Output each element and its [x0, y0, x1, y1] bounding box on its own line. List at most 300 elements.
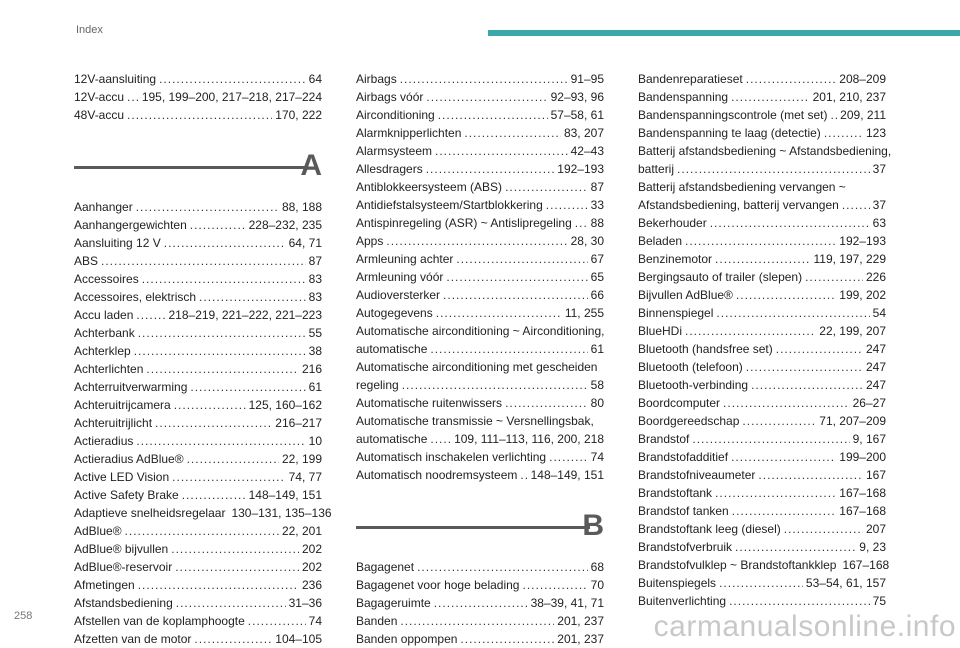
index-entry-first-line: Automatische transmissie ~ Versnellingsbak, [356, 414, 594, 428]
dot-leader [434, 594, 528, 612]
index-entry-first-line: Automatische airconditioning met gescheiden [356, 360, 598, 374]
dot-leader [159, 70, 306, 88]
entry-page-refs: 201, 237 [557, 614, 604, 628]
index-entry [638, 538, 886, 556]
dot-leader [127, 106, 272, 124]
entry-term: Brandstof [638, 432, 690, 446]
dot-leader [426, 160, 555, 178]
index-entry [74, 486, 322, 504]
entry-page-refs: 216–217 [275, 416, 322, 430]
index-entry [74, 558, 322, 576]
entry-term: Bandenspanning [638, 90, 729, 104]
entry-term: Brandstofadditief [638, 450, 729, 464]
index-entry [356, 594, 604, 612]
index-entry [638, 268, 886, 286]
dot-leader [172, 468, 285, 486]
index-entry [356, 612, 604, 630]
entry-term: Brandstoftank [638, 486, 713, 500]
index-entry [638, 502, 886, 520]
entry-term: AdBlue® [74, 524, 122, 538]
entry-term: Autogegevens [356, 306, 433, 320]
entry-page-refs: 247 [865, 342, 886, 356]
entry-page-refs: 148–149, 151 [248, 488, 322, 502]
entry-page-refs: 22, 199 [281, 452, 322, 466]
entry-page-refs: 167–168 [839, 486, 886, 500]
dot-leader [805, 268, 863, 286]
dot-leader [505, 178, 588, 196]
entry-page-refs: 9, 167 [852, 432, 886, 446]
entry-page-refs: 22, 199, 207 [819, 324, 886, 338]
entry-page-refs: 148–149, 151 [530, 468, 604, 482]
index-entry [74, 432, 322, 450]
entry-page-refs: 11, 255 [564, 306, 604, 320]
section-letter-a: A [300, 149, 322, 182]
index-entry [356, 376, 604, 394]
entry-page-refs: 67 [590, 252, 604, 266]
entry-term: Allesdragers [356, 162, 423, 176]
dot-leader [136, 306, 165, 324]
entry-term: Bluetooth (handsfree set) [638, 342, 773, 356]
dot-leader [438, 106, 548, 124]
entry-page-refs: 83 [308, 290, 322, 304]
entry-page-refs: 87 [308, 254, 322, 268]
index-entry [74, 70, 322, 88]
entry-term: ABS [74, 254, 99, 268]
entry-term: Active Safety Brake [74, 488, 179, 502]
dot-leader [430, 340, 587, 358]
dot-leader [719, 574, 803, 592]
entry-term: Bluetooth-verbinding [638, 378, 749, 392]
entry-page-refs: 63 [872, 216, 886, 230]
entry-term: batterij [638, 162, 675, 176]
entry-term: Apps [356, 234, 384, 248]
index-entry [638, 106, 886, 124]
index-entry [638, 232, 886, 250]
index-entry [356, 178, 604, 196]
dot-leader [776, 340, 863, 358]
entry-page-refs: 80 [590, 396, 604, 410]
index-entry [74, 504, 332, 522]
dot-leader [400, 70, 568, 88]
entry-term: Alarmknipperlichten [356, 126, 462, 140]
index-entry [356, 232, 604, 250]
entry-page-refs: 199–200 [839, 450, 886, 464]
dot-leader [751, 376, 863, 394]
entry-term: Airbags vóór [356, 90, 424, 104]
dot-leader [443, 286, 588, 304]
entry-page-refs: 87 [590, 180, 604, 194]
entry-list-a [74, 198, 332, 648]
entry-page-refs: 65 [590, 270, 604, 284]
entry-term: automatische [356, 342, 428, 356]
entry-page-refs: 130–131, 135–136 [231, 506, 332, 520]
entry-page-refs: 31–36 [288, 596, 322, 610]
index-entry [74, 342, 322, 360]
dot-leader [417, 558, 588, 576]
index-column-1 [74, 70, 332, 648]
entry-page-refs: 247 [865, 360, 886, 374]
index-entry-first-line: Automatische airconditioning ~ Airconditioning, [356, 324, 605, 338]
entry-page-refs: 202 [301, 542, 322, 556]
entry-list-b [356, 558, 604, 648]
index-entry [74, 378, 322, 396]
section-header-b [356, 508, 604, 552]
entry-term: Antidiefstalsysteem/Startblokkering [356, 198, 543, 212]
entry-page-refs: 119, 197, 229 [813, 252, 886, 266]
entry-page-refs: 226 [865, 270, 886, 284]
entry-term: Bandenspanningscontrole (met set) [638, 108, 828, 122]
dot-leader [182, 486, 246, 504]
dot-leader [142, 270, 306, 288]
entry-term: Airconditioning [356, 108, 435, 122]
index-entry [74, 468, 322, 486]
index-entry [638, 88, 886, 106]
index-entry [356, 394, 604, 412]
entry-list-numbers [74, 70, 322, 124]
entry-term: Buitenspiegels [638, 576, 717, 590]
entry-term: Accu laden [74, 308, 134, 322]
entry-term: Banden [356, 614, 398, 628]
index-entry [638, 376, 886, 394]
index-entry [356, 142, 604, 160]
entry-term: Bagageruimte [356, 596, 431, 610]
index-entry [74, 88, 322, 106]
dot-leader [187, 450, 279, 468]
index-entry [356, 160, 604, 178]
dot-leader [171, 540, 299, 558]
entry-page-refs: 88 [590, 216, 604, 230]
dot-leader [125, 522, 279, 540]
entry-term: Afstandsbediening [74, 596, 173, 610]
dot-leader [136, 432, 305, 450]
entry-term: Bijvullen AdBlue® [638, 288, 733, 302]
entry-page-refs: 26–27 [852, 396, 886, 410]
entry-list-a-continued [356, 70, 604, 484]
page-number: 258 [14, 610, 33, 622]
index-entry [356, 124, 604, 142]
dot-leader [134, 342, 306, 360]
entry-term: Binnenspiegel [638, 306, 714, 320]
entry-page-refs: 10 [308, 434, 322, 448]
index-entry [638, 196, 886, 214]
dot-leader [842, 196, 870, 214]
dot-leader [520, 466, 527, 484]
entry-term: Brandstofvulklep ~ Brandstoftankklep [638, 558, 837, 572]
index-column-2 [356, 70, 604, 648]
entry-term: Banden oppompen [356, 632, 458, 646]
dot-leader [723, 394, 850, 412]
entry-page-refs: 202 [301, 560, 322, 574]
entry-term: Brandstofniveaumeter [638, 468, 756, 482]
entry-page-refs: 167 [865, 468, 886, 482]
entry-page-refs: 37 [872, 162, 886, 176]
entry-page-refs: 57–58, 61 [550, 108, 604, 122]
dot-leader [731, 448, 836, 466]
index-entry [74, 360, 322, 378]
entry-term: Afstellen van de koplamphoogte [74, 614, 245, 628]
entry-page-refs: 74 [590, 450, 604, 464]
dot-leader [735, 538, 856, 556]
index-entry [638, 466, 886, 484]
entry-term: Aansluiting 12 V [74, 236, 161, 250]
entry-page-refs: 22, 201 [281, 524, 322, 538]
dot-leader [736, 286, 836, 304]
entry-term: Active LED Vision [74, 470, 170, 484]
entry-page-refs: 83, 207 [563, 126, 604, 140]
section-letter-b: B [582, 509, 604, 542]
dot-leader [446, 268, 587, 286]
watermark: carmanualsonline.info [653, 610, 956, 643]
entry-term: Buitenverlichting [638, 594, 727, 608]
dot-leader [758, 466, 863, 484]
index-column-3 [638, 70, 892, 610]
entry-page-refs: 247 [865, 378, 886, 392]
dot-leader [746, 358, 863, 376]
dot-leader [456, 250, 587, 268]
entry-page-refs: 192–193 [557, 162, 604, 176]
entry-term: Boordgereedschap [638, 414, 740, 428]
entry-term: 12V-accu [74, 90, 125, 104]
index-entry [638, 304, 886, 322]
entry-page-refs: 54 [872, 306, 886, 320]
entry-page-refs: 33 [590, 198, 604, 212]
entry-term: Afzetten van de motor [74, 632, 192, 646]
index-entry [356, 268, 604, 286]
index-entry [74, 270, 322, 288]
dot-leader [824, 124, 863, 142]
dot-leader [386, 232, 567, 250]
entry-page-refs: 208–209 [839, 72, 886, 86]
entry-term: Boordcomputer [638, 396, 721, 410]
entry-page-refs: 92–93, 96 [550, 90, 604, 104]
dot-leader [176, 594, 286, 612]
entry-term: AdBlue® bijvullen [74, 542, 169, 556]
entry-page-refs: 74, 77 [288, 470, 322, 484]
dot-leader [400, 612, 554, 630]
dot-leader [402, 376, 588, 394]
index-entry [638, 286, 886, 304]
index-entry [356, 466, 604, 484]
entry-page-refs: 75 [872, 594, 886, 608]
entry-page-refs: 58 [590, 378, 604, 392]
entry-term: Bekerhouder [638, 216, 707, 230]
entry-page-refs: 218–219, 221–222, 221–223 [168, 308, 322, 322]
dot-leader [784, 520, 863, 538]
index-entry [638, 556, 890, 574]
entry-term: Brandstoftank leeg (diesel) [638, 522, 781, 536]
entry-term: Aanhanger [74, 200, 133, 214]
index-entry [638, 250, 886, 268]
dot-leader [426, 88, 547, 106]
dot-leader [194, 630, 272, 648]
entry-page-refs: 167–168 [839, 504, 886, 518]
index-entry [74, 216, 322, 234]
entry-page-refs: 64, 71 [288, 236, 322, 250]
index-entry [74, 522, 322, 540]
entry-page-refs: 109, 111–113, 116, 200, 218 [454, 432, 604, 446]
dot-leader [464, 124, 561, 142]
dot-leader [522, 576, 587, 594]
entry-term: Bergingsauto of trailer (slepen) [638, 270, 803, 284]
entry-page-refs: 55 [308, 326, 322, 340]
index-entry [74, 612, 322, 630]
entry-term: Achterruitverwarming [74, 380, 188, 394]
index-entry-first-line: Batterij afstandsbediening ~ Afstandsbediening, [638, 144, 892, 158]
index-entry [74, 106, 322, 124]
dot-leader [715, 250, 810, 268]
index-entry [638, 484, 886, 502]
index-entry [356, 558, 604, 576]
entry-page-refs: 64 [308, 72, 322, 86]
entry-term: Aanhangergewichten [74, 218, 187, 232]
entry-page-refs: 201, 237 [557, 632, 604, 646]
index-entry [356, 250, 604, 268]
entry-page-refs: 201, 210, 237 [812, 90, 886, 104]
entry-page-refs: 207 [865, 522, 886, 536]
entry-page-refs: 61 [590, 342, 604, 356]
index-entry [356, 448, 604, 466]
dot-leader [460, 630, 554, 648]
index-entry [74, 306, 322, 324]
section-rule [74, 166, 308, 169]
index-entry [638, 592, 886, 610]
index-entry [638, 214, 886, 232]
index-entry [74, 396, 322, 414]
entry-term: Actieradius [74, 434, 134, 448]
entry-page-refs: 123 [865, 126, 886, 140]
entry-page-refs: 195, 199–200, 217–218, 217–224 [141, 90, 322, 104]
entry-page-refs: 216 [301, 362, 322, 376]
entry-term: Bagagenet voor hoge belading [356, 578, 520, 592]
entry-term: Armleuning vóór [356, 270, 444, 284]
index-entry [638, 412, 886, 430]
dot-leader [190, 216, 246, 234]
entry-term: Automatisch inschakelen verlichting [356, 450, 547, 464]
entry-term: Afstandsbediening, batterij vervangen [638, 198, 839, 212]
dot-leader [436, 304, 562, 322]
section-rule [356, 526, 590, 529]
entry-term: Bluetooth (telefoon) [638, 360, 743, 374]
index-entry [74, 450, 322, 468]
header-title: Index [76, 24, 103, 36]
entry-page-refs: 37 [872, 198, 886, 212]
index-entry [638, 448, 886, 466]
dot-leader [101, 252, 306, 270]
dot-leader [549, 448, 588, 466]
index-entry [638, 430, 886, 448]
dot-leader [685, 322, 816, 340]
index-entry [356, 630, 604, 648]
entry-term: 12V-aansluiting [74, 72, 157, 86]
entry-page-refs: 61 [308, 380, 322, 394]
entry-page-refs: 192–193 [839, 234, 886, 248]
dot-leader [136, 198, 279, 216]
section-header-a [74, 148, 322, 192]
entry-term: Airbags [356, 72, 397, 86]
dot-leader [746, 70, 837, 88]
entry-list-b-continued [638, 70, 892, 610]
entry-page-refs: 167–168 [842, 558, 890, 572]
dot-leader [685, 232, 836, 250]
entry-page-refs: 70 [590, 578, 604, 592]
index-entry [74, 576, 322, 594]
entry-term: Accessoires [74, 272, 139, 286]
entry-term: Beladen [638, 234, 683, 248]
entry-term: Adaptieve snelheidsregelaar [74, 506, 226, 520]
entry-page-refs: 28, 30 [570, 234, 604, 248]
index-entry [638, 520, 886, 538]
entry-page-refs: 170, 222 [275, 108, 322, 122]
index-entry [74, 630, 322, 648]
index-entry [638, 574, 886, 592]
dot-leader [546, 196, 588, 214]
dot-leader [155, 414, 272, 432]
index-entry [356, 430, 604, 448]
dot-leader [731, 88, 810, 106]
dot-leader [742, 412, 816, 430]
dot-leader [435, 142, 568, 160]
dot-leader [505, 394, 588, 412]
entry-term: Benzinemotor [638, 252, 713, 266]
entry-term: Bagagenet [356, 560, 415, 574]
entry-term: regeling [356, 378, 399, 392]
index-entry [74, 594, 322, 612]
dot-leader [127, 88, 139, 106]
entry-term: Antispinregeling (ASR) ~ Antislipregeling [356, 216, 572, 230]
entry-term: Antiblokkeersysteem (ABS) [356, 180, 503, 194]
entry-page-refs: 83 [308, 272, 322, 286]
entry-term: BlueHDi [638, 324, 683, 338]
dot-leader [710, 214, 870, 232]
dot-leader [138, 576, 299, 594]
dot-leader [175, 558, 299, 576]
index-entry [638, 394, 886, 412]
dot-leader [732, 502, 837, 520]
index-entry [638, 322, 886, 340]
dot-leader [146, 360, 299, 378]
entry-page-refs: 209, 211 [840, 108, 886, 122]
entry-term: Actieradius AdBlue® [74, 452, 184, 466]
index-entry [356, 88, 604, 106]
entry-page-refs: 88, 188 [281, 200, 322, 214]
dot-leader [164, 234, 286, 252]
entry-term: Brandstof tanken [638, 504, 729, 518]
index-entry [74, 288, 322, 306]
entry-page-refs: 104–105 [275, 632, 322, 646]
dot-leader [716, 304, 869, 322]
entry-term: Achterklep [74, 344, 131, 358]
entry-term: Bandenreparatieset [638, 72, 743, 86]
dot-leader [430, 430, 451, 448]
entry-page-refs: 71, 207–209 [819, 414, 886, 428]
entry-page-refs: 199, 202 [839, 288, 886, 302]
entry-term: Automatisch noodremsysteem [356, 468, 518, 482]
entry-term: Armleuning achter [356, 252, 454, 266]
index-entry [356, 70, 604, 88]
entry-term: Automatische ruitenwissers [356, 396, 503, 410]
entry-term: Bandenspanning te laag (detectie) [638, 126, 821, 140]
entry-page-refs: 228–232, 235 [248, 218, 322, 232]
index-entry [356, 576, 604, 594]
index-entry [356, 340, 604, 358]
dot-leader [138, 324, 306, 342]
index-entry [356, 196, 604, 214]
entry-page-refs: 66 [590, 288, 604, 302]
entry-page-refs: 74 [308, 614, 322, 628]
entry-term: Achteruitrijlicht [74, 416, 153, 430]
header-accent-bar [488, 30, 960, 36]
index-entry [356, 286, 604, 304]
